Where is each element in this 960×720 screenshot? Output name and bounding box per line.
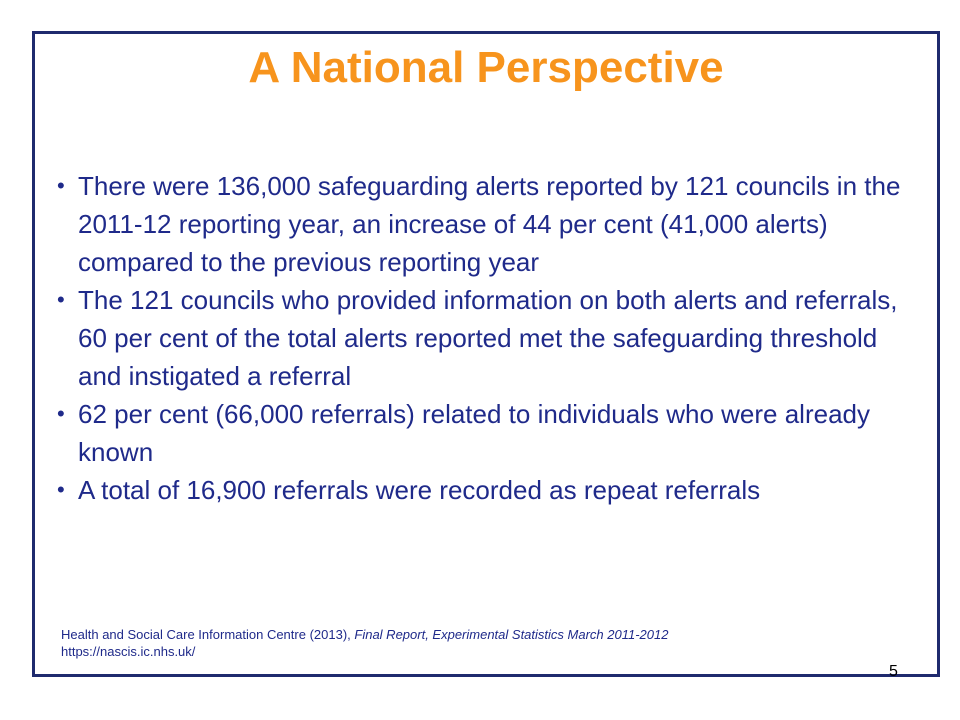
- bullet-text: A total of 16,900 referrals were recorded as repeat referrals: [78, 475, 761, 505]
- citation-author: Health and Social Care Information Centre (2013),: [61, 627, 355, 642]
- citation-line: [61, 626, 668, 643]
- bullet-item: [55, 471, 925, 509]
- citation-title: Final Report, Experimental Statistics March 2011-2012: [354, 627, 669, 642]
- bullet-symbol: •: [57, 173, 65, 198]
- source-citation: [61, 626, 668, 660]
- bullet-text: The 121 councils who provided information on both alerts and referrals, 60 per cent of the total alerts reported met the safeguarding threshold and instigated a referral: [78, 285, 898, 391]
- bullet-symbol: •: [57, 287, 65, 312]
- bullet-item: [55, 395, 925, 471]
- bullet-text: 62 per cent (66,000 referrals) related to individuals who were already known: [78, 399, 870, 467]
- bullet-list: [55, 167, 925, 509]
- bullet-item: [55, 281, 925, 395]
- citation-url[interactable]: https://nascis.ic.nhs.uk/: [61, 644, 196, 659]
- page-number: 5: [889, 663, 898, 680]
- bullet-item: [55, 167, 925, 281]
- bullet-symbol: •: [57, 477, 65, 502]
- bullet-text: There were 136,000 safeguarding alerts reported by 121 councils in the 2011-12 reporting year, an increase of 44 per cent (41,000 alerts) compared to the previous reporting year: [78, 171, 901, 277]
- bullet-symbol: •: [57, 401, 65, 426]
- slide-title: A National Perspective: [248, 43, 724, 92]
